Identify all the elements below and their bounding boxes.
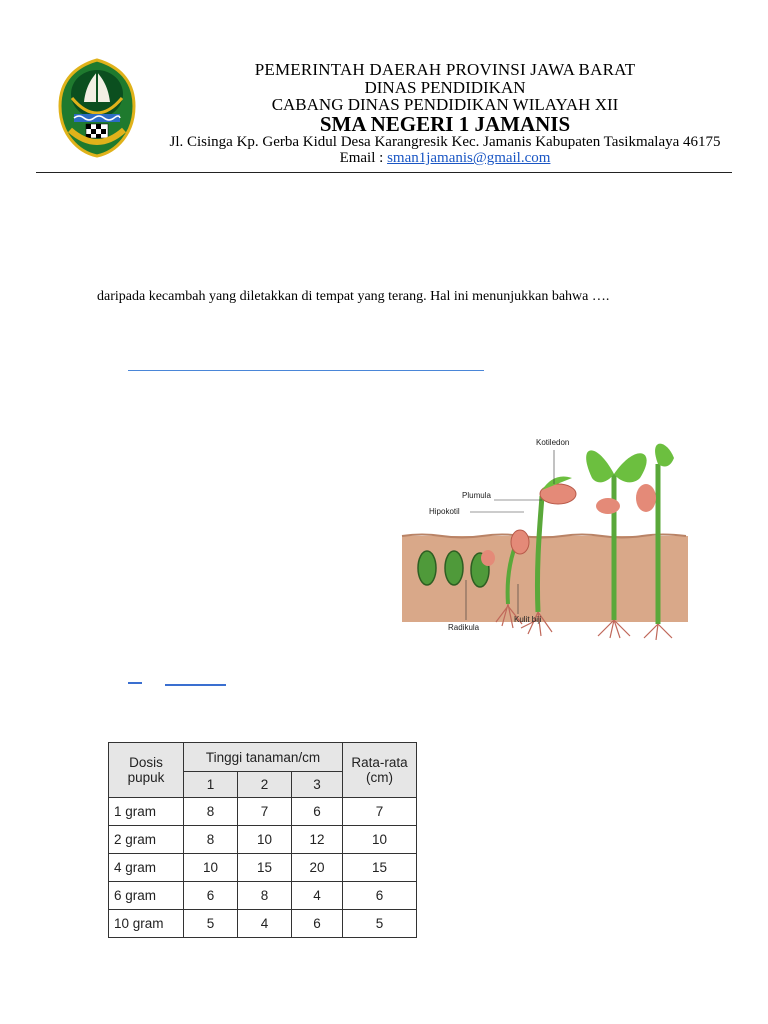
cell-dosis: 10 gram (109, 910, 184, 938)
question-text: daripada kecambah yang diletakkan di tempat yang terang. Hal ini menunjukkan bahwa …. (97, 289, 610, 304)
letterhead-agency: DINAS PENDIDIKAN (364, 78, 526, 97)
subheader-trial-2: 2 (238, 772, 292, 798)
letterhead-address: Jl. Cisinga Kp. Gerba Kidul Desa Karangresik Kec. Jamanis Kabupaten Tasikmalaya 46175 (169, 134, 721, 150)
cell-trial-2: 10 (238, 826, 292, 854)
email-label: Email : (339, 150, 388, 166)
cell-rata-rata: 6 (343, 882, 417, 910)
cell-trial-1: 8 (184, 826, 238, 854)
cell-dosis: 6 gram (109, 882, 184, 910)
cell-trial-3: 6 (292, 910, 343, 938)
cell-trial-1: 6 (184, 882, 238, 910)
label-kulit-biji: Kulit biji (514, 615, 542, 624)
leaf-top (655, 444, 674, 467)
table-row (109, 882, 417, 910)
cell-trial-1: 5 (184, 910, 238, 938)
cell-rata-rata: 7 (343, 798, 417, 826)
cell-dosis: 4 gram (109, 854, 184, 882)
leaf-left (586, 450, 614, 482)
cell-trial-2: 7 (238, 798, 292, 826)
cell-rata-rata: 15 (343, 854, 417, 882)
fertilizer-dose-table (108, 742, 417, 938)
header-tinggi-tanaman: Tinggi tanaman/cm (184, 743, 343, 772)
header-divider (36, 172, 732, 173)
table-row (109, 826, 417, 854)
label-plumula: Plumula (462, 491, 491, 500)
blank-link-underline-medium[interactable] (165, 684, 226, 686)
leaf-right (614, 453, 647, 482)
cell-dosis: 2 gram (109, 826, 184, 854)
cell-dosis: 1 gram (109, 798, 184, 826)
cell-rata-rata: 5 (343, 910, 417, 938)
province-crest-logo (56, 58, 138, 158)
subheader-trial-3: 3 (292, 772, 343, 798)
seed-1 (418, 551, 436, 585)
label-hipokotil: Hipokotil (429, 507, 460, 516)
letterhead-school-name: SMA NEGERI 1 JAMANIS (319, 112, 571, 136)
cell-trial-2: 15 (238, 854, 292, 882)
seed-2 (445, 551, 463, 585)
subheader-trial-1: 1 (184, 772, 238, 798)
seedling-hook (511, 530, 529, 554)
cell-trial-3: 4 (292, 882, 343, 910)
header-dosis-pupuk: Dosis pupuk (109, 743, 184, 798)
cell-trial-3: 12 (292, 826, 343, 854)
cell-trial-3: 20 (292, 854, 343, 882)
table-row (109, 854, 417, 882)
blank-link-underline[interactable] (128, 370, 484, 371)
cotyledon-stage6 (596, 498, 620, 514)
cell-rata-rata: 10 (343, 826, 417, 854)
cell-trial-2: 8 (238, 882, 292, 910)
letterhead-branch: CABANG DINAS PENDIDIKAN WILAYAH XII (271, 95, 619, 114)
table-row (109, 910, 417, 938)
cell-trial-1: 8 (184, 798, 238, 826)
letterhead-email-line (160, 150, 730, 167)
cell-trial-2: 4 (238, 910, 292, 938)
blank-link-underline-short[interactable] (128, 682, 142, 684)
header-rata-rata: Rata-rata (cm) (343, 743, 417, 798)
table-row (109, 798, 417, 826)
cotyledon-stage7 (636, 484, 656, 512)
soil-layer (402, 536, 688, 622)
letterhead-government: PEMERINTAH DAERAH PROVINSI JAWA BARAT (254, 60, 636, 79)
cell-trial-3: 6 (292, 798, 343, 826)
germination-diagram (400, 434, 690, 640)
label-kotiledon: Kotiledon (536, 438, 570, 447)
seed-3-sprout (481, 550, 495, 566)
cell-trial-1: 10 (184, 854, 238, 882)
email-link[interactable]: sman1jamanis@gmail.com (387, 150, 551, 166)
label-radikula: Radikula (448, 623, 480, 632)
